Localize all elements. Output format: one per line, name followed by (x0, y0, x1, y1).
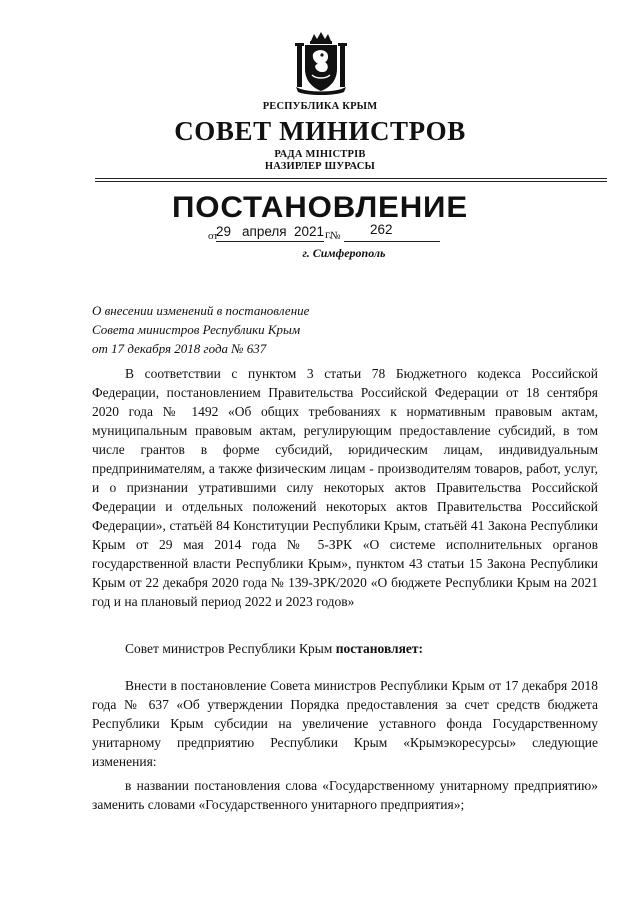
subject-line: Совета министров Республики Крым (92, 322, 301, 337)
subject-line: от 17 декабря 2018 года № 637 (92, 341, 267, 356)
date-number-line (208, 222, 438, 244)
resolution-text: Совет министров Республики Крым (125, 641, 336, 656)
date-prefix: от (208, 230, 219, 242)
city-line (0, 246, 640, 261)
date-year: 2021 (294, 224, 325, 239)
subject-line: О внесении изменений в постановление (92, 303, 310, 318)
date-underline (216, 241, 324, 242)
document-type-title: ПОСТАНОВЛЕНИЕ (172, 191, 468, 224)
date-month: апреля (242, 224, 287, 239)
document-number: 262 (370, 222, 393, 237)
date-suffix: г. (325, 227, 332, 241)
preamble-paragraph: В соответствии с пунктом 3 статьи 78 Бюджетного кодекса Российской Федерации, постановлением Правительства Российской Федерации от 18 сентября 2020 года № 1492 «Об общих требованиях к нормативным правовым актам, муниципальным правовым актам, регулирующим предоставление субсидий, в том числе грантов в форме субсидий, юридическим лицам, индивидуальным предпринимателям, а также физическим лицам - производителям товаров, работ, услуг, и о признании утратившими силу некоторых актов Правительства Российской Федерации и отдельных положений некоторых актов Правительства Российской Федерации», статьёй 84 Конституции Республики Крым, статьёй 41 Закона Республики Крым от 29 мая 2014 года № 5-ЗРК «О системе исполнительных органов государственной власти Республики Крым», пунктом 43 статьи 15 Закона Республики Крым от 22 декабря 2020 года № 139-ЗРК/2020 «О бюджете Республики Крым на 2021 год и на плановый период 2022 и 2023 годов» (92, 366, 598, 609)
council-name: СОВЕТ МИНИСТРОВ (174, 116, 466, 146)
amendment-intro-paragraph: Внести в постановление Совета министров Республики Крым от 17 декабря 2018 года № 637 «Об утверждении Порядка предоставления за счет средств бюджета Республики Крым субсидии на увеличение уставного фонда Государственному унитарному предприятию Республики Крым «Крымэкоресурсы» следующие изменения: (92, 678, 598, 769)
header-divider-second (95, 181, 607, 182)
republic-name: РЕСПУБЛИКА КРЫМ (262, 101, 378, 112)
document-subject (92, 301, 309, 358)
date-day: 29 (216, 224, 232, 239)
council-name-crimean-tatar: НАЗИРЛЕР ШУРАСЫ (264, 161, 376, 172)
council-name-ukrainian: РАДА МІНІСТРІВ (274, 149, 366, 160)
city-name: г. Симферополь (302, 246, 386, 260)
resolution-verb: постановляет: (335, 641, 424, 656)
resolution-paragraph (92, 639, 598, 658)
amendment-item-paragraph: в названии постановления слова «Государственному унитарному предприятию» заменить словами «Государственного унитарного предприятия»; (92, 778, 598, 812)
header-divider (95, 178, 607, 179)
number-prefix: № (330, 230, 341, 242)
coat-of-arms-icon (294, 31, 348, 95)
number-underline (344, 241, 440, 242)
